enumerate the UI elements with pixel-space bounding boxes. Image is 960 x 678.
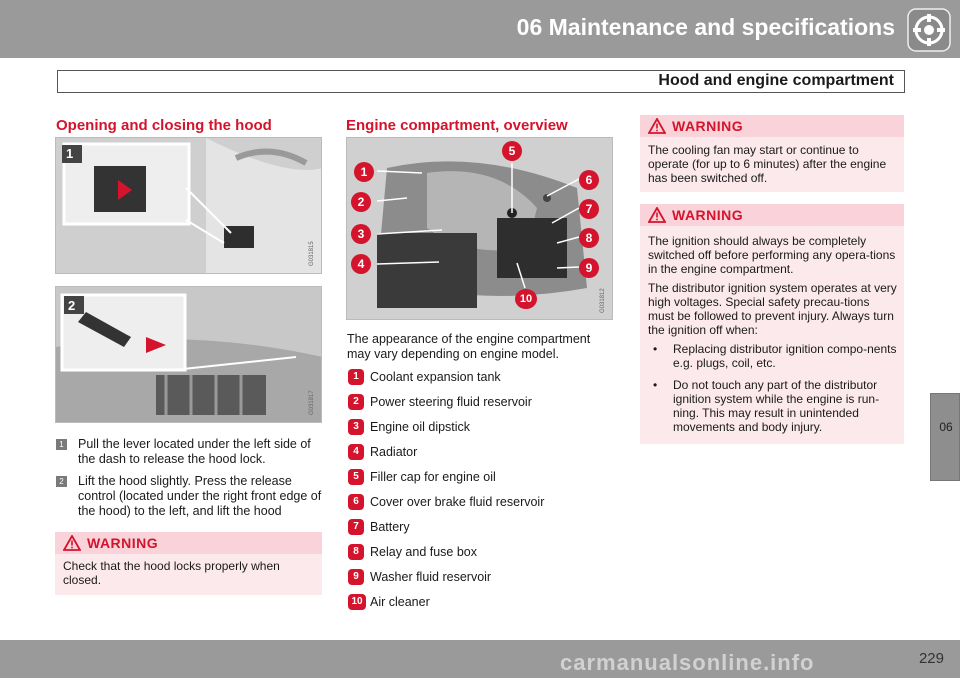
legend-item — [348, 594, 608, 612]
hood-lever-illustration — [56, 138, 322, 274]
hood-release-illustration — [56, 287, 322, 423]
heading-engine-compartment-overview: Engine compartment, overview — [346, 117, 568, 134]
legend-label: Battery — [370, 520, 410, 534]
legend-item — [348, 419, 608, 437]
callout-badge: 7 — [579, 199, 599, 219]
figure-code: G031812 — [600, 288, 606, 313]
legend-label: Washer fluid reservoir — [370, 570, 492, 584]
warning-triangle-icon — [63, 535, 81, 551]
legend-label: Filler cap for engine oil — [370, 470, 496, 484]
warning-title: WARNING — [672, 207, 744, 223]
figure-callout-1: 1 — [66, 146, 74, 161]
callout-badge: 2 — [351, 192, 371, 212]
bullet-dot: • — [653, 378, 658, 392]
legend-label: Radiator — [370, 445, 418, 459]
legend-label: Relay and fuse box — [370, 545, 478, 559]
chapter-title: 06 Maintenance and specifications — [516, 14, 895, 40]
warning-header — [55, 532, 322, 554]
warning-box-hood — [55, 532, 322, 595]
legend-number: 10 — [348, 594, 366, 610]
warning-triangle-icon — [648, 118, 666, 134]
section-title: Hood and engine compartment — [658, 72, 894, 89]
step-number: 1 — [56, 439, 67, 450]
callout-badge: 10 — [515, 289, 537, 309]
legend-item — [348, 394, 608, 412]
section-title-bar — [57, 70, 905, 93]
legend-label: Air cleaner — [370, 595, 430, 609]
callout-badge: 4 — [351, 254, 371, 274]
warning-text: The cooling fan may start or continue to operate (for up to 6 minutes) after the engine has been switched off. — [648, 143, 887, 185]
bullet-item — [647, 342, 902, 370]
callout-badge: 1 — [354, 162, 374, 182]
bullet-item — [647, 378, 902, 434]
engine-compartment-figure — [346, 137, 613, 320]
warning-box-cooling-fan — [640, 115, 904, 192]
bullet-text: Do not touch any part of the distributor ignition system while the engine is run-ning. This may result in unintended movements and body injury. — [673, 378, 880, 434]
legend-number: 1 — [348, 369, 364, 385]
warning-header — [640, 204, 904, 226]
warning-title: WARNING — [87, 535, 159, 551]
engine-compartment-illustration — [347, 138, 613, 320]
legend-number: 4 — [348, 444, 364, 460]
bullet-dot: • — [653, 342, 658, 356]
legend-number: 2 — [348, 394, 364, 410]
legend-number: 7 — [348, 519, 364, 535]
step-number: 2 — [56, 476, 67, 487]
bullet-text: Replacing distributor ignition compo-nents e.g. plugs, coil, etc. — [673, 342, 897, 370]
warning-title: WARNING — [672, 118, 744, 134]
legend-item — [348, 469, 608, 487]
figure-code: G031815 — [309, 241, 315, 266]
hood-lever-figure — [55, 137, 322, 274]
legend-number: 8 — [348, 544, 364, 560]
warning-paragraph: The distributor ignition system operates at very high voltages. Special safety precau-tions must be followed to prevent injury. Always turn the ignition off when: — [648, 281, 897, 337]
legend-label: Engine oil dipstick — [370, 420, 471, 434]
heading-opening-closing-hood: Opening and closing the hood — [56, 117, 272, 134]
legend-item — [348, 519, 608, 537]
legend-number: 3 — [348, 419, 364, 435]
legend-item — [348, 444, 608, 462]
callout-badge: 5 — [502, 141, 522, 161]
callout-badge: 8 — [579, 228, 599, 248]
legend-item — [348, 369, 608, 387]
legend-label: Coolant expansion tank — [370, 370, 501, 384]
side-tab-label: 06 — [939, 420, 953, 434]
legend-number: 6 — [348, 494, 364, 510]
step-text: Pull the lever located under the left side of the dash to release the hood lock. — [78, 437, 311, 466]
legend-item — [348, 544, 608, 562]
step-item — [56, 437, 322, 467]
page-footer-band — [0, 640, 960, 678]
legend-number: 9 — [348, 569, 364, 585]
figure-code: G031817 — [309, 390, 315, 415]
legend-label: Power steering fluid reservoir — [370, 395, 532, 409]
legend-label: Cover over brake fluid reservoir — [370, 495, 545, 509]
hood-release-figure — [55, 286, 322, 423]
warning-text: Check that the hood locks properly when closed. — [63, 559, 280, 587]
engine-intro-text: The appearance of the engine compartment may vary depending on engine model. — [347, 332, 591, 361]
legend-item — [348, 569, 608, 587]
watermark-text: carmanualsonline.info — [560, 650, 815, 675]
callout-badge: 6 — [579, 170, 599, 190]
legend-number: 5 — [348, 469, 364, 485]
page-number: 229 — [918, 650, 944, 667]
step-item — [56, 474, 322, 519]
step-text: Lift the hood slightly. Press the release control (located under the right front edge of the hood) to the left, and lift the hood — [78, 474, 322, 518]
warning-triangle-icon — [648, 207, 666, 223]
chapter-side-tab[interactable] — [930, 393, 960, 481]
legend-item — [348, 494, 608, 512]
callout-badge: 9 — [579, 258, 599, 278]
wrench-gear-icon — [907, 8, 951, 52]
warning-paragraph: The ignition should always be completely switched off before performing any opera-tions in the engine compartment. — [648, 234, 896, 276]
figure-callout-2: 2 — [68, 298, 76, 313]
warning-header — [640, 115, 904, 137]
callout-badge: 3 — [351, 224, 371, 244]
